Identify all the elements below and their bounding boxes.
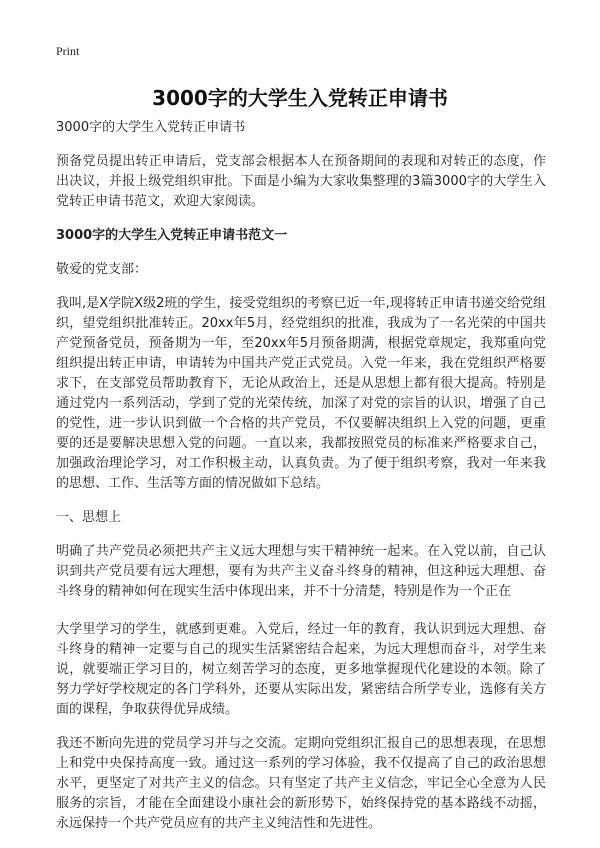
- body-paragraph: 我叫,是X学院X级2班的学生，接受党组织的考察已近一年,现将转正申请书递交给党组织，望党组织批准转正。20xx年5月，经党组织的批准，我成为了一名光荣的中国共产党预备党员，预备期为一年，至20xx年5月预备期满，根据党章规定，我郑重向党组织提出转正申请，申请转为中国共产党正式党员。入党一年来，我在党组织严格要求下，在支部党员帮助教育下，无论从政治上，还是从思想上都有很大提高。特别是通过党内一系列活动，学到了党的光荣传统，加深了对党的宗旨的认识，增强了自己的党性，进一步认识到做一个合格的共产党员，不仅要解决组织上入党的问题，更重要的还是要解决思想入党的问题。一直以来，我都按照党员的标准来严格要求自己，加强政治理论学习，对工作积极主动，认真负责。为了便于组织考察，我对一年来我的思想、工作、生活等方面的情况做如下总结。: [56, 296, 546, 491]
- print-link[interactable]: Print: [56, 44, 80, 58]
- subsection-heading: 一、思想上: [56, 510, 122, 525]
- document-body: [56, 118, 546, 848]
- intro-paragraph: 预备党员提出转正申请后，党支部会根据本人在预备期间的表现和对转正的态度，作出决议，并报上级党组织审批。下面是小编为大家收集整理的3篇3000字的大学生入党转正申请书范文，欢迎大家阅读。: [56, 154, 546, 209]
- body-paragraph: 我还不断向先进的党员学习并与之交流。定期向党组织汇报自己的思想表现，在思想上和党中央保持高度一致。通过这一系列的学习体验，我不仅提高了自己的政治思想水平，更坚定了对共产主义的信念。只有坚定了共产主义信念，牢记全心全意为人民服务的宗旨，才能在全面建设小康社会的新形势下，始终保持党的基本路线不动摇，永远保持一个共产党员应有的共产主义纯洁性和先进性。: [56, 736, 546, 831]
- salutation: 敬爱的党支部：: [56, 262, 148, 277]
- document-subtitle: 3000字的大学生入党转正申请书: [56, 120, 246, 135]
- document-title: 3000字的大学生入党转正申请书: [152, 86, 448, 110]
- section-heading: 3000字的大学生入党转正申请书范文一: [56, 228, 288, 243]
- body-paragraph: 明确了共产党员必须把共产主义远大理想与实干精神统一起来。在入党以前，自己认识到共产党员要有远大理想，要有为共产主义奋斗终身的精神，但这种远大理想、奋斗终身的精神如何在现实生活中体现出来，并不十分清楚，特别是作为一个正在: [56, 544, 546, 599]
- body-paragraph: 大学里学习的学生，就感到更难。入党后，经过一年的教育，我认识到远大理想、奋斗终身的精神一定要与自己的现实生活紧密结合起来，为远大理想而奋斗，对学生来说，就要端正学习目的，树立刻苦学习的态度，更多地掌握现代化建设的本领。除了努力学好学校规定的各门学科外，还要从实际出发，紧密结合所学专业，选修有关方面的课程，争取获得优异成绩。: [56, 622, 546, 717]
